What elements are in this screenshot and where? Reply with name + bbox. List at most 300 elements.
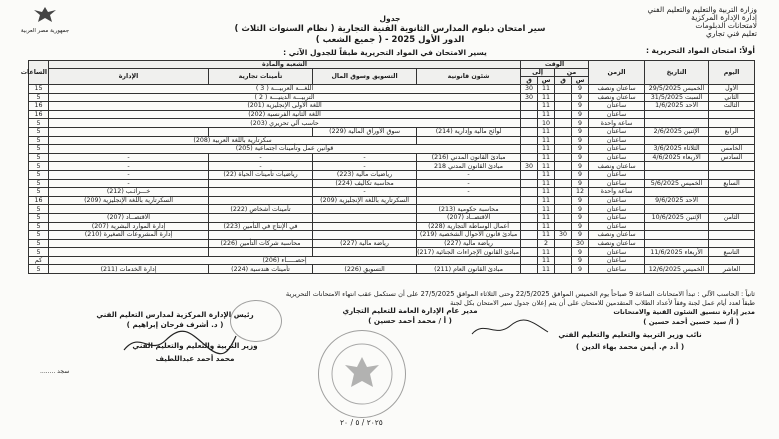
hours-cell: 5 [29, 231, 49, 240]
date-cell: الخميس 29/5/2025 [645, 85, 709, 94]
legal-cell [417, 136, 521, 145]
from-hour-cell: 30 [572, 239, 589, 248]
insurance-cell: - [209, 153, 313, 162]
signature-deputy-name: ( أ.د م. أيمن محمد بهاء الدين ) [575, 342, 685, 351]
eagle-emblem-icon [32, 6, 58, 24]
subject-cell: قوانين عمل وتأمينات اجتماعية (205) [49, 145, 521, 154]
footer-date-stamp: ٢٠٢٥ / ٥ / ٢٠ [340, 418, 383, 427]
from-min-cell [555, 93, 572, 102]
from-hour-cell: 12 [572, 188, 589, 197]
legal-cell: رياضة مالية (227) [417, 239, 521, 248]
to-hour-cell: 11 [538, 248, 555, 257]
date-cell: الثلاثاء 3/6/2025 [645, 145, 709, 154]
insurance-cell [209, 196, 313, 205]
hours-cell: 5 [29, 127, 49, 136]
subject-cell: التربيـــة الدينيـــة ( 2 ) [49, 93, 521, 102]
hours-cell: 5 [29, 93, 49, 102]
table-row [29, 85, 755, 94]
hours-cell: 5 [29, 136, 49, 145]
to-min-cell [521, 119, 538, 128]
from-hour-cell: 9 [572, 179, 589, 188]
legal-cell: مبادئ القانون العام (211) [417, 265, 521, 274]
to-hour-cell: 11 [538, 222, 555, 231]
day-cell [709, 136, 755, 145]
note-schedule: طبقاً لعدد أيام عمل لجنة وفقاً لأعداد الطلاب المتقدمين للامتحان على أن يتم إعلان جدول سير الامتحان بكل لجنة [450, 299, 755, 307]
insurance-cell [209, 213, 313, 222]
period-cell: ساعتان [589, 145, 645, 154]
hours-cell: 5 [29, 179, 49, 188]
date-cell [645, 110, 709, 119]
day-cell [709, 170, 755, 179]
date-cell [645, 119, 709, 128]
day-cell [709, 231, 755, 240]
from-min-cell [555, 170, 572, 179]
from-min-cell [555, 145, 572, 154]
to-hour-cell: 11 [538, 231, 555, 240]
col-day: اليوم [709, 61, 755, 85]
period-cell: ساعة واحدة [589, 119, 645, 128]
day-cell: الرابع [709, 127, 755, 136]
admin-cell: - [49, 153, 209, 162]
legal-cell: - [417, 170, 521, 179]
day-cell [709, 222, 755, 231]
period-cell: ساعتان [589, 248, 645, 257]
insurance-cell: - [209, 162, 313, 171]
insurance-cell [209, 127, 313, 136]
header-line: تعليم فني تجاري [705, 29, 757, 38]
admin-cell [49, 127, 209, 136]
to-hour-cell: 11 [538, 205, 555, 214]
signature-head-title: رئيس الإدارة المركزية لمدارس التعليم الفني [96, 310, 254, 319]
title-line1: جدول [379, 14, 401, 23]
legal-cell [417, 196, 521, 205]
title-line2: سير امتحان دبلوم المدارس الثانوية الفنية التجارية ( نظام السنوات الثلاث ) [234, 24, 546, 34]
marketing-cell: - [313, 188, 417, 197]
from-hour-cell: 9 [572, 231, 589, 240]
admin-cell: السكرتارية باللغة الإنجليزية (209) [49, 196, 209, 205]
note-director: مدير إدارة تنسيق الشئون الفنية والامتحانات [613, 308, 755, 316]
from-hour-cell: 9 [572, 196, 589, 205]
marketing-cell: - [313, 162, 417, 171]
from-hour-cell: 9 [572, 248, 589, 257]
to-min-cell [521, 205, 538, 214]
subject-cell: اللغـــة العربيـــة ( 3 ) [49, 85, 521, 94]
from-hour-cell: 9 [572, 136, 589, 145]
date-cell [645, 231, 709, 240]
legal-cell: مبادئ القانون المدني (216) [417, 153, 521, 162]
from-min-cell [555, 213, 572, 222]
from-hour-cell: 9 [572, 102, 589, 111]
table-row [29, 127, 755, 136]
insurance-cell [209, 231, 313, 240]
date-cell: السبت 31/5/2025 [645, 93, 709, 102]
header-line: وزارة التربية والتعليم والتعليم الفني [647, 5, 757, 14]
header-line: لامتحانات الدبلومات [695, 21, 757, 30]
legal-cell: لوائح مالية وإدارية (214) [417, 127, 521, 136]
admin-cell: إدارة الخدمات (211) [49, 265, 209, 274]
from-hour-cell: 9 [572, 145, 589, 154]
table-row [29, 162, 755, 171]
hours-cell: 16 [29, 110, 49, 119]
signature-minister-name: محمد أحمد عبداللطيف [155, 354, 235, 363]
hours-cell: 5 [29, 153, 49, 162]
exam-schedule-table [20, 60, 755, 274]
table-row [29, 110, 755, 119]
table-row [29, 222, 755, 231]
from-min-cell [555, 248, 572, 257]
signature-director-name: ( أ / محمد أحمد حسين ) [368, 316, 452, 325]
col-from-hour: س [572, 77, 589, 85]
from-hour-cell: 9 [572, 205, 589, 214]
from-hour-cell: 9 [572, 153, 589, 162]
period-cell: ساعتان [589, 170, 645, 179]
legal-cell: مبادئ القانون الإجراءات الجنائية (217) [417, 248, 520, 256]
date-cell [645, 256, 709, 265]
to-hour-cell: 11 [538, 213, 555, 222]
legal-cell: - [417, 179, 521, 188]
subject-cell: اللغة الثانية الفرنسية (202) [49, 110, 521, 119]
day-cell: الثالث [709, 102, 755, 111]
legal-cell: - [417, 188, 521, 197]
table-row [29, 213, 755, 222]
insurance-cell: محاسبة شركات التأمين (226) [209, 239, 313, 248]
hours-cell: 5 [29, 145, 49, 154]
from-hour-cell: 9 [572, 222, 589, 231]
emblem [20, 6, 70, 34]
hours-cell: 5 [29, 170, 49, 179]
from-hour-cell: 9 [572, 170, 589, 179]
insurance-cell: في الإنتاج في التأمين (223) [209, 222, 313, 231]
to-min-cell [521, 265, 538, 274]
hours-cell: 5 [29, 248, 49, 257]
hours-cell: كم [29, 256, 49, 265]
from-min-cell [555, 162, 572, 171]
period-cell: ساعتان ونصف [589, 239, 645, 248]
date-cell: الأحد 9/6/2025 [645, 196, 709, 205]
to-hour-cell: 11 [538, 136, 555, 145]
hours-cell: 5 [29, 222, 49, 231]
legal-cell: مبادئ القانون المدني 218 [417, 162, 521, 171]
period-cell: ساعتان [589, 102, 645, 111]
admin-cell: - [49, 179, 209, 188]
date-cell [645, 205, 709, 214]
table-row [29, 231, 755, 240]
from-min-cell [555, 205, 572, 214]
from-min-cell [555, 196, 572, 205]
col-legal: شئون قانونية [417, 69, 521, 85]
signature-head-name: ( د. أشرف فرحان إبراهيم ) [126, 320, 224, 329]
to-hour-cell: 11 [538, 179, 555, 188]
marketing-cell [313, 231, 417, 240]
to-hour-cell: 10 [538, 119, 555, 128]
col-branch: الشعبة والمادة [49, 61, 521, 69]
note-computer: ثانياً : الحاسب الآلي : تبدأ الامتحانات الساعة 9 صباحاً يوم الخميس الموافق 22/5/2025 وحتى الثلاثاء الموافق 27/5/2025 على أن تستكمل عقب انتهاء الامتحانات التحريرية [285, 290, 755, 298]
marketing-cell: محاسبة تكاليف (224) [313, 179, 417, 188]
to-hour-cell: 11 [538, 170, 555, 179]
admin-cell [49, 239, 209, 248]
col-to: إلى [521, 69, 555, 77]
ministry-header [648, 6, 757, 38]
col-to-hour: س [538, 77, 555, 85]
subject-cell: إحصـــــاء (206) [49, 256, 521, 265]
col-time: الوقت [521, 61, 589, 69]
period-cell: ساعتان ونصف [589, 231, 645, 240]
page-footnote: ........ سجد [40, 368, 70, 375]
to-min-cell: 30 [521, 162, 538, 171]
from-min-cell [555, 153, 572, 162]
period-cell: ساعتان [589, 179, 645, 188]
marketing-cell: رياضيات مالية (223) [313, 170, 417, 179]
from-min-cell [555, 265, 572, 274]
col-admin: الإدارة [49, 69, 209, 85]
to-min-cell [521, 213, 538, 222]
admin-cell [49, 205, 209, 214]
period-cell: ساعتان [589, 205, 645, 214]
to-min-cell [521, 170, 538, 179]
insurance-cell: رياضيات تأمينات الحياة (22) [209, 170, 313, 179]
official-stamp [318, 330, 406, 418]
day-cell: الأول [709, 85, 755, 94]
period-cell: ساعتان [589, 136, 645, 145]
handwritten-signature [120, 326, 240, 360]
period-cell: ساعتان [589, 256, 645, 265]
col-from-min: ق [555, 77, 572, 85]
insurance-cell: تأمينات هندسية (224) [209, 265, 313, 274]
from-min-cell [555, 102, 572, 111]
title-line3: ( جميع الشعب ) - الدور الأول 2025 [315, 35, 465, 45]
table-row [29, 239, 755, 248]
day-cell [709, 205, 755, 214]
insurance-cell [209, 248, 313, 257]
table-row [29, 145, 755, 154]
to-min-cell [521, 188, 538, 197]
marketing-cell: - [313, 153, 417, 162]
to-min-cell [521, 136, 538, 145]
to-min-cell [521, 239, 538, 248]
signature-deputy-title: نائب وزير التربية والتعليم والتعليم الفني [558, 330, 702, 339]
from-min-cell [555, 239, 572, 248]
handwritten-signature-2 [470, 318, 550, 340]
table-row [29, 102, 755, 111]
from-min-cell [555, 110, 572, 119]
from-min-cell [555, 179, 572, 188]
marketing-cell [313, 248, 417, 257]
table-row [29, 93, 755, 102]
table-row [29, 179, 755, 188]
admin-cell: - [49, 162, 209, 171]
legal-cell: أعمال الوساطة التجارية (228) [417, 222, 521, 231]
date-cell: الأربعاء 4/6/2025 [645, 153, 709, 162]
hours-cell: 5 [29, 239, 49, 248]
date-cell [645, 222, 709, 231]
header-line: إدارة الإدارة المركزية [691, 13, 757, 22]
from-hour-cell: 9 [572, 256, 589, 265]
section-subheading: يسير الامتحان في المواد التحريرية طبقاً للجدول الآتي : [283, 48, 487, 57]
col-to-min: ق [521, 77, 538, 85]
date-cell [645, 170, 709, 179]
date-cell: الخميس 5/6/2025 [645, 179, 709, 188]
from-hour-cell: 9 [572, 162, 589, 171]
date-cell: الإثنين 2/6/2025 [645, 127, 709, 136]
to-hour-cell: 11 [538, 145, 555, 154]
hours-cell: 16 [29, 196, 49, 205]
day-cell: السادس [709, 153, 755, 162]
to-min-cell [521, 127, 538, 136]
marketing-cell: التسويق (226) [313, 265, 417, 274]
from-min-cell [555, 136, 572, 145]
to-hour-cell: 11 [538, 85, 555, 94]
period-cell: ساعتان [589, 153, 645, 162]
legal-cell: الاقتصــاد (207) [417, 213, 521, 222]
from-hour-cell: 9 [572, 265, 589, 274]
legal-cell: مبادئ قانون الأحوال الشخصية (219) [417, 231, 521, 240]
admin-cell [49, 248, 209, 257]
to-min-cell [521, 248, 538, 257]
period-cell: ساعتان [589, 265, 645, 274]
section-heading: أولاً: امتحان المواد التحريرية : [645, 46, 755, 55]
from-min-cell [555, 127, 572, 136]
to-min-cell [521, 196, 538, 205]
from-min-cell [555, 119, 572, 128]
to-hour-cell: 11 [538, 127, 555, 136]
left-signatory-name: ( أ/ سيد حسين أحمد حسين ) [643, 318, 739, 326]
to-hour-cell: 11 [538, 265, 555, 274]
insurance-cell [209, 188, 313, 197]
to-min-cell [521, 256, 538, 265]
signature-director-title: مدير عام الإدارة العامة للتعليم التجاري [342, 306, 478, 315]
to-min-cell [521, 231, 538, 240]
col-date: التاريخ [645, 61, 709, 85]
marketing-cell [313, 205, 417, 214]
date-cell: الإثنين 10/6/2025 [645, 213, 709, 222]
col-hours: الساعات [29, 61, 49, 85]
day-cell: الخامس [709, 145, 755, 154]
marketing-cell: رياضة مالية (227) [313, 239, 417, 248]
day-cell: التاسع [709, 248, 755, 257]
hours-cell: 5 [29, 213, 49, 222]
admin-cell: إدارة الموارد البشرية (207) [49, 222, 209, 231]
period-cell: ساعتان [589, 213, 645, 222]
legal-cell: محاسبة حكومية (213) [417, 205, 521, 214]
day-cell: الثاني [709, 93, 755, 102]
table-row [29, 256, 755, 265]
to-min-cell [521, 110, 538, 119]
to-min-cell [521, 102, 538, 111]
marketing-cell [313, 213, 417, 222]
table-row [29, 188, 755, 197]
period-cell: ساعتان [589, 196, 645, 205]
to-min-cell: 30 [521, 93, 538, 102]
day-cell [709, 119, 755, 128]
schedule-body [29, 85, 755, 274]
hours-cell: 15 [29, 85, 49, 94]
date-cell [645, 239, 709, 248]
hours-cell: 5 [29, 205, 49, 214]
period-cell: ساعتان [589, 222, 645, 231]
from-min-cell [555, 256, 572, 265]
to-hour-cell: 2 [538, 239, 555, 248]
day-cell: العاشر [709, 265, 755, 274]
hours-cell: 5 [29, 119, 49, 128]
from-min-cell [555, 188, 572, 197]
table-row [29, 196, 755, 205]
date-cell: الأحد 1/6/2025 [645, 102, 709, 111]
from-hour-cell: 9 [572, 85, 589, 94]
from-min-cell [555, 222, 572, 231]
from-hour-cell: 9 [572, 119, 589, 128]
day-cell [709, 188, 755, 197]
period-cell: ساعتان ونصف [589, 162, 645, 171]
eagle-seal-icon [319, 331, 405, 417]
day-cell [709, 162, 755, 171]
from-min-cell [555, 85, 572, 94]
to-min-cell [521, 153, 538, 162]
col-period: الزمن [589, 61, 645, 85]
table-row [29, 248, 755, 257]
admin-cell: إدارة المشروعات الصغيرة (210) [49, 231, 209, 240]
table-row [29, 265, 755, 274]
col-from: من [555, 69, 589, 77]
hours-cell: 5 [29, 265, 49, 274]
day-cell [709, 110, 755, 119]
col-insurance: تأمينات تجارية [209, 69, 313, 85]
hours-cell: 5 [29, 188, 49, 197]
to-min-cell [521, 179, 538, 188]
to-min-cell: 30 [521, 85, 538, 94]
from-hour-cell: 9 [572, 110, 589, 119]
period-cell: ساعة واحدة [589, 188, 645, 197]
marketing-cell [313, 222, 417, 231]
period-cell: ساعتان [589, 110, 645, 119]
admin-cell: الاقتصــاد (207) [49, 213, 209, 222]
day-cell [709, 256, 755, 265]
to-hour-cell: 11 [538, 110, 555, 119]
from-hour-cell: 9 [572, 127, 589, 136]
day-cell: السابع [709, 179, 755, 188]
from-min-cell: 30 [555, 231, 572, 240]
subject-cell: اللغة الأولى الإنجليزية (201) [49, 102, 521, 111]
marketing-cell: سوق الأوراق المالية (229) [313, 127, 417, 136]
signature-minister-title: وزير التربية والتعليم والتعليم الفني [132, 341, 258, 350]
subject-cell: حاسب آلي تحريري (203) [49, 119, 521, 128]
day-cell [709, 196, 755, 205]
col-marketing: التسويق وسوق المال [313, 69, 417, 85]
marketing-cell: السكرتارية باللغة الإنجليزية (209) [313, 196, 417, 205]
date-cell [645, 162, 709, 171]
table-row [29, 119, 755, 128]
insurance-cell: تأمينات أشخاص (222) [209, 205, 313, 214]
date-cell [645, 188, 709, 197]
date-cell: الخميس 12/6/2025 [645, 265, 709, 274]
to-hour-cell: 11 [538, 93, 555, 102]
to-hour-cell: 11 [538, 256, 555, 265]
to-hour-cell: 11 [538, 162, 555, 171]
period-cell: ساعتان ونصف [589, 85, 645, 94]
subject-cell: سكرتارية باللغة العربية (208) [49, 136, 417, 145]
admin-cell: خـــرائـب (212) [49, 188, 209, 197]
from-hour-cell: 9 [572, 213, 589, 222]
date-cell [645, 136, 709, 145]
to-min-cell [521, 222, 538, 231]
table-row [29, 170, 755, 179]
to-min-cell [521, 145, 538, 154]
table-row [29, 136, 755, 145]
from-hour-cell: 9 [572, 93, 589, 102]
table-row [29, 205, 755, 214]
to-hour-cell: 11 [538, 196, 555, 205]
period-cell: ساعتان ونصف [589, 93, 645, 102]
day-cell: الثامن [709, 213, 755, 222]
